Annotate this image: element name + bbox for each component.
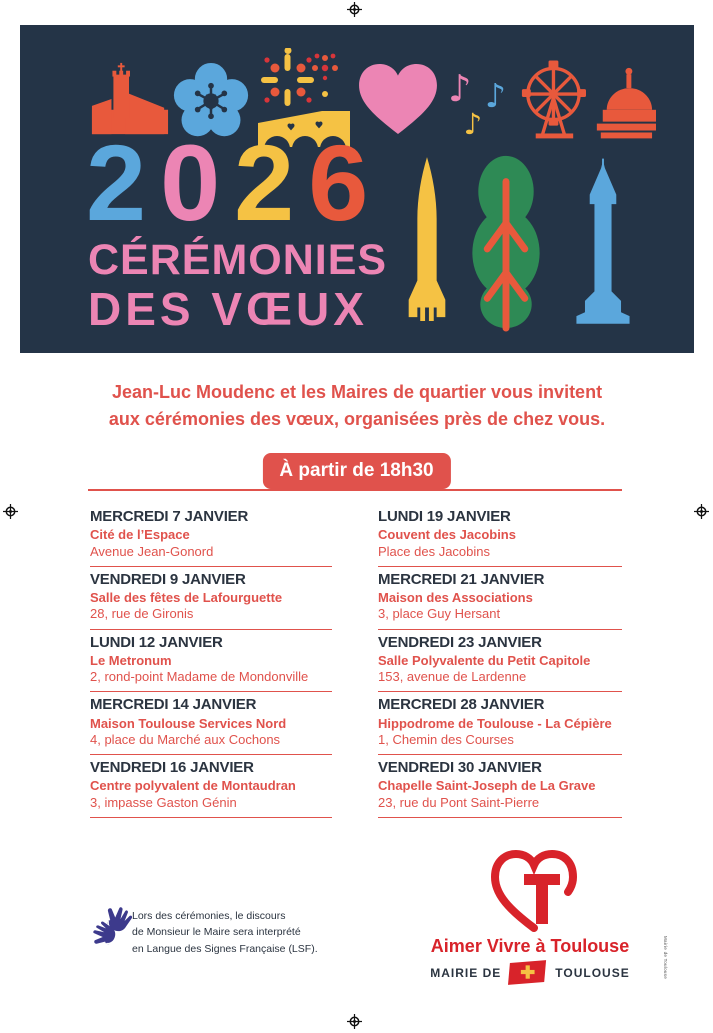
entry-date: MERCREDI 14 JANVIER	[90, 696, 257, 714]
entry-venue: Maison Toulouse Services Nord	[90, 715, 287, 731]
entry-address: 28, rue de Gironis	[90, 606, 194, 622]
schedule-entry	[90, 692, 332, 755]
invitation-line2: aux cérémonies des vœux, organisées près de chez vous.	[108, 409, 606, 429]
entry-venue: Le Metronum	[90, 652, 172, 668]
entry-address: Place des Jacobins	[378, 543, 491, 559]
schedule-column-right	[378, 504, 622, 818]
entry-venue: Couvent des Jacobins	[378, 527, 516, 543]
entry-venue: Salle des fêtes de Lafourguette	[90, 590, 283, 605]
entry-address: 1, Chemin des Courses	[378, 731, 514, 747]
entry-address: 4, place du Marché aux Cochons	[90, 731, 281, 747]
entry-date: LUNDI 19 JANVIER	[378, 508, 511, 525]
entry-address: 3, place Guy Hersant	[378, 606, 501, 622]
occitan-cross-flag-icon	[508, 959, 548, 986]
registration-mark-top	[347, 2, 362, 17]
entry-date: MERCREDI 28 JANVIER	[378, 696, 545, 714]
music-notes-icon	[448, 66, 514, 136]
year-digit: 0	[160, 122, 235, 243]
entry-address: 23, rue du Pont Saint-Pierre	[378, 794, 540, 810]
year-digit: 2	[86, 122, 161, 243]
schedule-entry	[378, 755, 622, 818]
toulouse-label: TOULOUSE	[555, 965, 630, 980]
registration-mark-bottom	[347, 1014, 362, 1029]
svg-text:♪: ♪	[484, 75, 506, 115]
entry-date: VENDREDI 23 JANVIER	[378, 633, 542, 651]
schedule-entry	[378, 567, 622, 630]
year-digits	[86, 122, 383, 243]
mairie-lockup	[420, 959, 640, 986]
entry-venue: Chapelle Saint-Joseph de La Grave	[378, 778, 596, 794]
entry-date: MERCREDI 7 JANVIER	[90, 508, 249, 525]
tree-icon	[460, 148, 552, 332]
tower-icon	[566, 158, 640, 330]
registration-mark-left	[3, 504, 18, 519]
header-banner	[20, 25, 694, 353]
schedule-entry	[90, 630, 332, 693]
header-rule	[88, 489, 622, 491]
lsf-note-line2: de Monsieur le Maire sera interprété	[132, 926, 301, 939]
banner-title-line1: CÉRÉMONIES	[88, 236, 388, 284]
mairie-de-label: MAIRIE DE	[430, 965, 502, 980]
entry-venue: Salle Polyvalente du Petit Capitole	[378, 652, 591, 668]
schedule-entry	[90, 755, 332, 818]
svg-text:♪: ♪	[463, 107, 483, 136]
entry-address: 3, impasse Gaston Génin	[90, 794, 237, 810]
ferris-wheel-and-dome-icon	[516, 52, 656, 140]
year-digit: 6	[308, 122, 383, 243]
invitation-text	[44, 379, 670, 433]
schedule-column-left	[90, 504, 332, 818]
logo-tagline: Aimer Vivre à Toulouse	[430, 936, 630, 956]
entry-date: MERCREDI 21 JANVIER	[378, 570, 545, 588]
year-digit: 2	[234, 122, 309, 243]
schedule-entry	[378, 630, 622, 693]
entry-date: VENDREDI 30 JANVIER	[378, 759, 542, 776]
entry-address: Avenue Jean-Gonord	[90, 543, 214, 559]
entry-venue: Cité de l’Espace	[90, 527, 190, 543]
fireworks-icon	[255, 48, 345, 112]
rocket-icon	[400, 152, 454, 328]
entry-date: VENDREDI 9 JANVIER	[90, 570, 246, 588]
entry-venue: Hippodrome de Toulouse - La Cépière	[378, 715, 612, 731]
entry-venue: Maison des Associations	[378, 590, 533, 605]
schedule-entry	[90, 567, 332, 630]
schedule-entry	[378, 504, 622, 567]
entry-address: 153, avenue de Lardenne	[378, 669, 527, 684]
sign-language-hands-icon	[92, 902, 132, 950]
entry-date: VENDREDI 16 JANVIER	[90, 759, 254, 776]
lsf-note	[132, 908, 318, 957]
invitation-line1: Jean-Luc Moudenc et les Maires de quartier vous invitent	[111, 382, 603, 402]
time-badge: À partir de 18h30	[262, 453, 450, 489]
registration-mark-right	[694, 504, 709, 519]
lsf-note-line3: en Langue des Signes Française (LSF).	[132, 942, 318, 955]
entry-date: LUNDI 12 JANVIER	[90, 633, 223, 651]
svg-text:♪: ♪	[448, 67, 472, 110]
schedule-entry	[90, 504, 332, 567]
heart-t-logo-icon	[488, 849, 580, 935]
lsf-note-line1: Lors des cérémonies, le discours	[132, 910, 286, 922]
entry-venue: Centre polyvalent de Montaudran	[90, 778, 296, 794]
print-credit-vertical: Mairie de Toulouse	[663, 936, 668, 980]
schedule-entry	[378, 692, 622, 755]
banner-title-line2: DES VŒUX	[88, 283, 368, 335]
entry-address: 2, rond-point Madame de Mondonville	[90, 669, 309, 684]
